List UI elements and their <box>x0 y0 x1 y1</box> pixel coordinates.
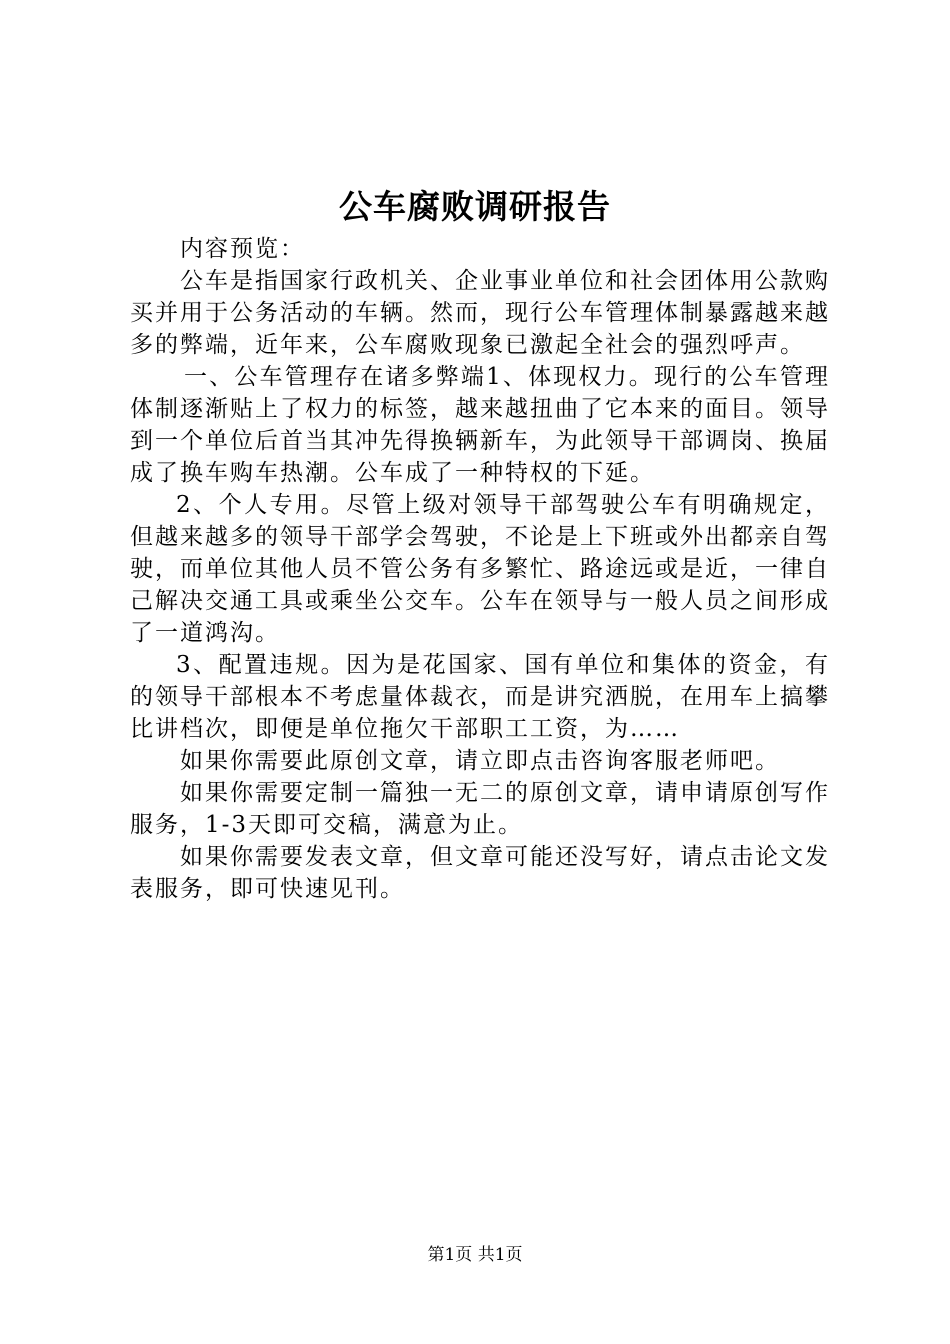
point-two-paragraph: 2、个人专用。尽管上级对领导干部驾驶公车有明确规定，但越来越多的领导干部学会驾驶，不论是上下班或外出都亲自驾驶，而单位其他人员不管公务有多繁忙、路途远或是近，一律自己解决交通工具或乘坐公交车。公车在领导与一般人员之间形成了一道鸿沟。 <box>130 492 830 646</box>
document-title: 公车腐败调研报告 <box>339 187 611 226</box>
preview-label: 内容预览： <box>180 236 305 262</box>
point-three-paragraph: 3、配置违规。因为是花国家、国有单位和集体的资金，有的领导干部根本不考虑量体裁衣，而是讲究洒脱，在用车上搞攀比讲档次，即便是单位拖欠干部职工工资，为…… <box>130 652 830 742</box>
service-note-consult: 如果你需要此原创文章，请立即点击咨询客服老师吧。 <box>180 748 780 774</box>
intro-paragraph: 公车是指国家行政机关、企业事业单位和社会团体用公款购买并用于公务活动的车辆。然而，现行公车管理体制暴露越来越多的弊端，近年来，公车腐败现象已激起全社会的强烈呼声。 <box>130 268 830 358</box>
page-footer: 第1页 共1页 <box>427 1245 523 1265</box>
service-note-publish: 如果你需要发表文章，但文章可能还没写好，请点击论文发表服务，即可快速见刊。 <box>130 844 830 902</box>
section-one-paragraph: 一、公车管理存在诸多弊端1、体现权力。现行的公车管理体制逐渐贴上了权力的标签，越来越扭曲了它本来的面目。领导到一个单位后首当其冲先得换辆新车，为此领导干部调岗、换届成了换车购车热潮。公车成了一种特权的下延。 <box>130 364 830 486</box>
document-body <box>130 233 830 905</box>
service-note-custom: 如果你需要定制一篇独一无二的原创文章，请申请原创写作服务，1-3天即可交稿，满意为止。 <box>130 780 830 838</box>
